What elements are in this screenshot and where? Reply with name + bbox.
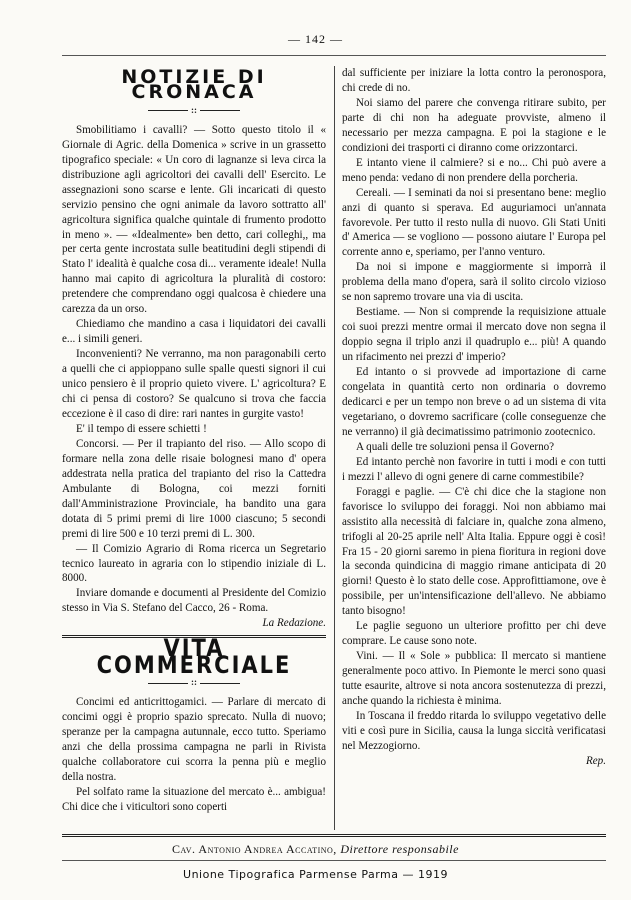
ornament-divider: :: bbox=[62, 103, 326, 118]
article-paragraph: Ed intanto perchè non favorire in tutti i modi e con tutti i mezzi l' allevo di ogni genere di carne commestibile? bbox=[342, 455, 606, 483]
ornament-divider: :: bbox=[62, 675, 326, 690]
section-title-commerciale: VITA COMMERCIALE bbox=[96, 634, 292, 680]
article-paragraph: In Toscana il freddo ritarda lo sviluppo vegetativo delle viti e così pure in Sicilia, causa la lunga siccità verificatasi nel Mezzogiorno. bbox=[342, 709, 606, 752]
director-role: Direttore responsabile bbox=[340, 842, 459, 856]
article-vini: Vini. — Il « Sole » pubblica: Il mercato si mantiene generalmente poco attivo. In Piemonte le merci sono quasi tutte esaurite, altrove si nota ancora sostenutezza di prezzi, anche quando la richiesta è minima. bbox=[342, 650, 606, 708]
article-paragraph: Inconvenienti? Ne verranno, ma non paragonabili certo a quelli che ci appioppano sulle spalle questi signori il cui unico pensiero è il proprio quieto vivere. L' agricoltura? E chi ci pensa di costoro? Se qualcuno si trova che faccia eccezione è il caso di dire: rari nantes in gurgite vasto! bbox=[62, 348, 326, 420]
article-bestiame: Bestiame. — Non si comprende la requisizione attuale coi suoi prezzi mentre ormai il mercato dove non segna il doppio segna il triplo anzi il quadruplo e... più! A quando un rifacimento nei prezzi d' imperio? bbox=[342, 306, 606, 364]
article-paragraph: Chiediamo che mandino a casa i liquidatori dei cavalli e... i simili generi. bbox=[62, 318, 326, 346]
article-paragraph: Ed intanto o si provvede ad importazione di carne congelata in quantità certo non ordinaria o dovremo dedicarci e per un tempo non breve o ad un sistema di vita vegetariano, o dovremo sacrificare (colle conseguenze che ne verranno) il già decimatissimo patrimonio zootecnico. bbox=[342, 366, 606, 438]
director-line bbox=[0, 842, 631, 857]
article-paragraph: Pel solfato rame la situazione del mercato è... ambigua! Chi dice che i viticultori sono coperti bbox=[62, 785, 326, 813]
article-foraggi: Foraggi e paglie. — C'è chi dice che la stagione non favorisce lo sviluppo dei foraggi. Noi non abbiamo mai assistito alla necessità di falciare in, qualche zona almeno, trifogli al 20-25 aprile nell' Alta Italia. Eppure oggi è così! Fra 15 - 20 giorni saremo in piena fioritura in regioni dove la seconda quindicina di maggio rimane anticipata di 20 giorni! Questo è lo stato delle cose. Approfittiamone, ove è possibile, per un'intensificazione dell'allevo. Ne abbiamo tanto bisogno! bbox=[342, 485, 606, 618]
section-title-cronaca: NOTIZIE DI CRONACA bbox=[121, 66, 267, 103]
article-paragraph: Da noi si impone e maggiormente si imporrà il problema della mano d'opera, sarà il solito circolo vizioso se non sapremo trovare una via di uscita. bbox=[342, 261, 606, 304]
article-paragraph: Inviare domande e documenti al Presidente del Comizio stesso in Via S. Stefano del Cacco, 26 - Roma. bbox=[62, 587, 326, 615]
article-cereali: Cereali. — I seminati da noi si presentano bene: meglio anzi di quanto si sperava. Ed auguriamoci un'annata favorevole. Per tutto il resto nulla di nuovo. Gli Stati Uniti d' America — se vogliono — possono aiutare l' Europa pel corrente anno e, speriamo, per l'anno venturo. bbox=[342, 186, 606, 259]
article-paragraph: E intanto viene il calmiere? si e no... Chi può avere a meno penda: vedano di non prendere della porcheria. bbox=[342, 156, 606, 184]
article-paragraph: E' il tempo di essere schietti ! bbox=[76, 422, 207, 435]
signature-rep: Rep. bbox=[585, 754, 606, 767]
footer-rule bbox=[62, 834, 606, 837]
footer-thin-rule bbox=[62, 860, 606, 861]
article-paragraph: A quali delle tre soluzioni pensa il Governo? bbox=[356, 440, 555, 453]
column-separator bbox=[334, 66, 335, 830]
article-paragraph: — Il Comizio Agrario di Roma ricerca un Segretario tecnico laureato in agraria con lo stipendio iniziale di L. 8000. bbox=[62, 542, 326, 585]
article-paragraph: dal sufficiente per iniziare la lotta contro la peronospora, chi crede di no. bbox=[342, 67, 606, 94]
article-concimi: Concimi ed anticrittogamici. — Parlare di mercato di concimi oggi è proprio spazio sprecato. Nulla di nuovo; speranze per la campagna autunnale, ecco tutto. Speriamo anzi che della prossima campagna ne parli in Rivista qualche collaboratore cui scorra la penna più e meglio della nostra. bbox=[62, 696, 326, 783]
right-column bbox=[342, 66, 606, 769]
article-cavalli: Smobilitiamo i cavalli? — Sotto questo titolo il « Giornale di Agric. della Domenica » scrive in un grassetto tipografico speciale: « Un coro di lagnanze si leva circa la distribuzione agli agricoltori dei cavalli dell' Esercito. Le assegnazioni sono scarse e lente. Gli incaricati di questo servizio pensino che ogni animale da lavoro sottratto all' agricoltura significa qualche quintale di frumento prodotto in meno ». — «Idealmente» ben detto, cari colleghi,, ma per certa gente incrostata sulle beatitudini degli stipendi di Stato l' idealità è qualche cosa di... veramente ideale! Nulla hanno mai capito di agricoltura la pluralità di costoro: pretendere che comprendano oggi qualcosa è chiedere una carezza da un orso. bbox=[62, 123, 326, 316]
top-rule bbox=[62, 55, 606, 56]
printer-line: Unione Tipografica Parmense Parma — 1919 bbox=[183, 868, 448, 881]
left-column bbox=[62, 66, 326, 815]
signature-redazione: La Redazione. bbox=[262, 617, 326, 630]
article-paragraph: Noi siamo del parere che convenga ritirare subito, per parte di chi non ha adeguate provviste, almeno il necessario per mezza campagna. E poi la stagione e le condizioni dei trasporti ci diranno come orizzontarci. bbox=[342, 96, 606, 154]
director-name: Cav. Antonio Andrea Accatino, bbox=[172, 842, 337, 856]
article-concorsi: Concorsi. — Per il trapianto del riso. — Allo scopo di formare nella zona delle risaie bolognesi mano d' opera addestrata nella pratica del trapianto del riso la Cattedra Ambulante di Bologna, coi mezzi forniti dall'Amministrazione Provinciale, ha bandito una gara dotata di 5 primi premi di lire 1000 ciascuno; 5 secondi premi di lire 500 e 10 terzi premi di L. 300. bbox=[62, 437, 326, 540]
article-paragraph: Le paglie seguono un ulteriore profitto per chi deve comprare. Le cause sono note. bbox=[342, 620, 606, 648]
page-number: — 142 — bbox=[288, 32, 343, 46]
